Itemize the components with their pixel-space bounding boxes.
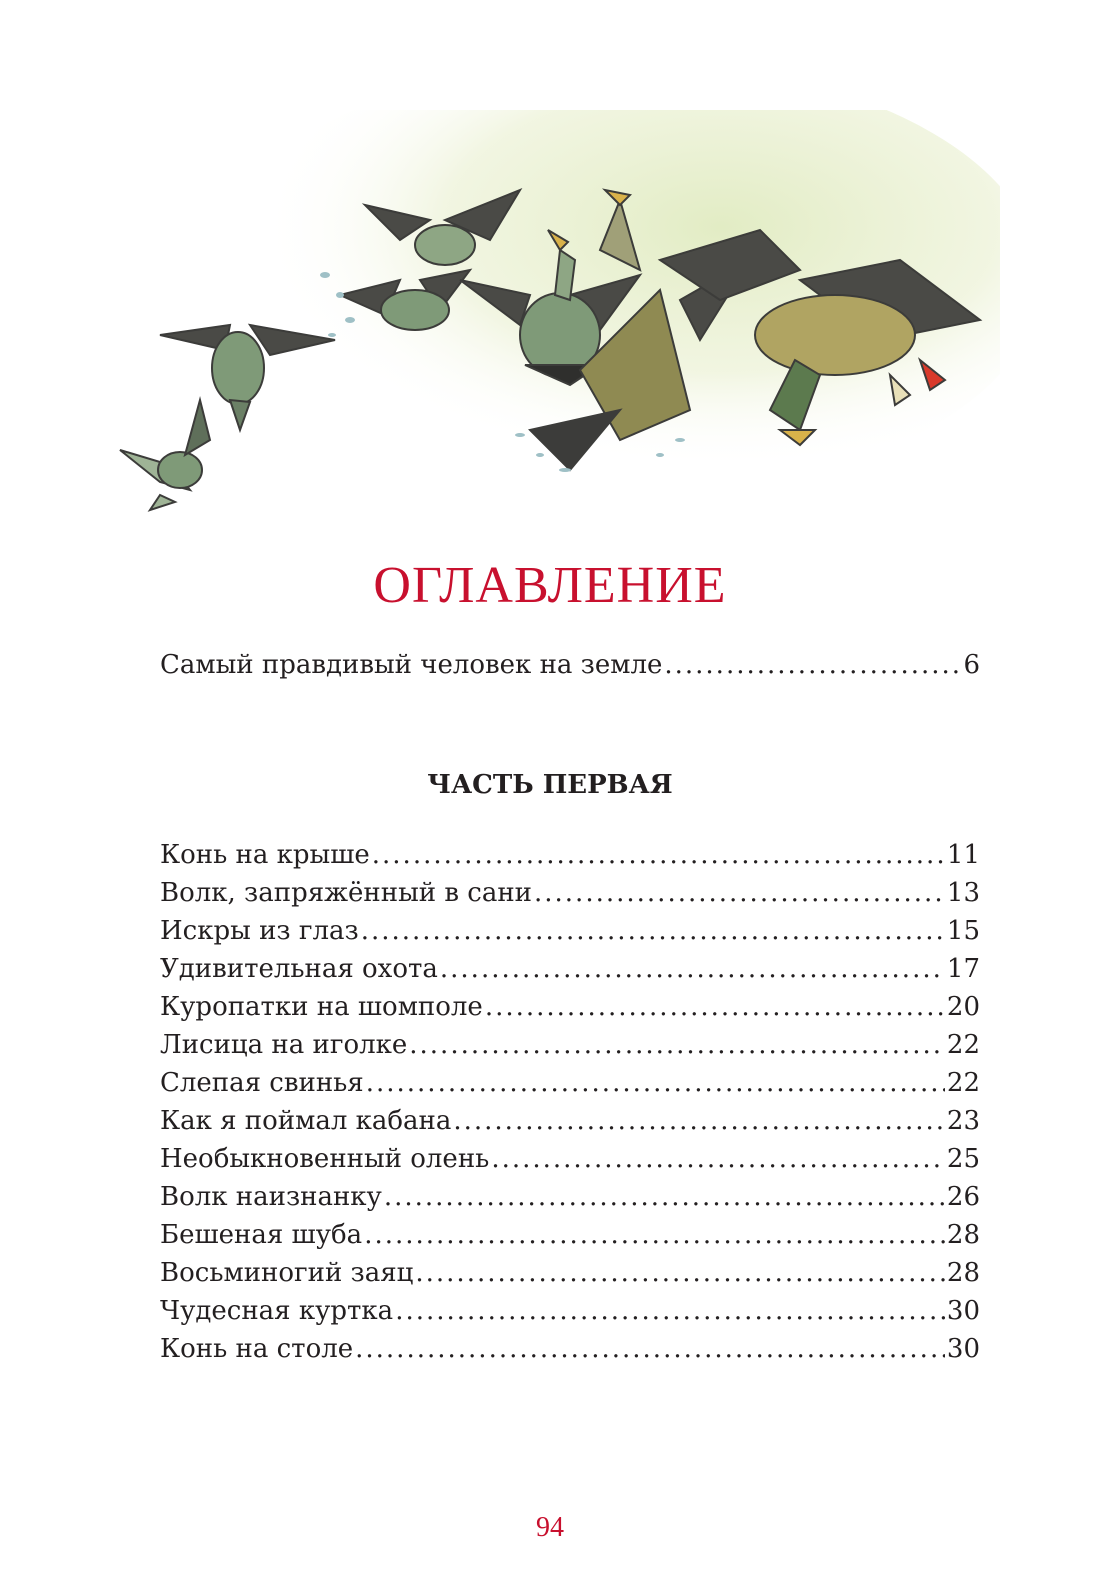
leader-dots	[440, 952, 945, 986]
toc-entry[interactable]	[160, 1294, 980, 1332]
duck-small-left	[120, 400, 210, 510]
toc-entry[interactable]	[160, 952, 980, 990]
toc-entry-page: 26	[946, 1182, 980, 1212]
toc-entry-label: Конь на крыше	[160, 840, 370, 870]
ducks-drawing	[100, 110, 1000, 550]
toc-entry[interactable]	[160, 990, 980, 1028]
toc-entry-page: 28	[946, 1220, 980, 1250]
toc-entry-label: Удивительная охота	[160, 954, 438, 984]
toc-entry-label: Чудесная куртка	[160, 1296, 394, 1326]
leader-dots	[384, 1180, 945, 1214]
toc-entry-page: 20	[946, 992, 980, 1022]
toc-entry[interactable]	[160, 876, 980, 914]
toc-title: ОГЛАВЛЕНИЕ	[373, 557, 727, 614]
toc-entry[interactable]	[160, 1142, 980, 1180]
leader-dots	[366, 1066, 945, 1100]
leader-dots	[355, 1332, 945, 1366]
toc-entry-label: Самый правдивый человек на земле	[160, 650, 663, 680]
toc-entry[interactable]	[160, 1180, 980, 1218]
toc-entry-label: Волк наизнанку	[160, 1182, 382, 1212]
toc-entry-page: 6	[963, 650, 980, 680]
toc-entry-label: Восьминогий заяц	[160, 1258, 414, 1288]
toc-entry-page: 23	[946, 1106, 980, 1136]
flock-of-ducks-illustration	[100, 110, 1000, 550]
toc-entry[interactable]	[160, 1332, 980, 1370]
toc-entry-intro[interactable]	[160, 648, 980, 686]
leader-dots	[491, 1142, 945, 1176]
leader-dots	[664, 648, 961, 682]
toc-entry-label: Лисица на иголке	[160, 1030, 408, 1060]
leader-dots	[361, 914, 945, 948]
toc-entry-page: 11	[946, 840, 980, 870]
toc-entry-page: 13	[946, 878, 980, 908]
toc-entry-label: Как я поймал кабана	[160, 1106, 452, 1136]
toc-entry-label: Слепая свинья	[160, 1068, 364, 1098]
page-number: 94	[536, 1512, 564, 1543]
toc-entry-page: 30	[946, 1334, 980, 1364]
leader-dots	[372, 838, 945, 872]
toc-entry-page: 15	[946, 916, 980, 946]
toc-entry-label: Искры из глаз	[160, 916, 359, 946]
toc-entry[interactable]	[160, 1218, 980, 1256]
toc-entry-label: Бешеная шуба	[160, 1220, 363, 1250]
leader-dots	[534, 876, 945, 910]
toc-entry-page: 17	[946, 954, 980, 984]
toc-entry-label: Необыкновенный олень	[160, 1144, 490, 1174]
toc-entry-label: Волк, запряжённый в сани	[160, 878, 532, 908]
toc-entry-page: 22	[946, 1068, 980, 1098]
leader-dots	[409, 1028, 945, 1062]
toc-entry[interactable]	[160, 1066, 980, 1104]
part-one-heading: ЧАСТЬ ПЕРВАЯ	[427, 770, 673, 800]
toc-entry-page: 30	[946, 1296, 980, 1326]
leader-dots	[364, 1218, 945, 1252]
toc-entry-label: Куропатки на шомполе	[160, 992, 483, 1022]
toc-entry[interactable]	[160, 914, 980, 952]
toc-entry[interactable]	[160, 838, 980, 876]
toc-entry-label: Конь на столе	[160, 1334, 354, 1364]
toc-entry[interactable]	[160, 1104, 980, 1142]
leader-dots	[395, 1294, 945, 1328]
toc-entry-page: 28	[946, 1258, 980, 1288]
toc-entry-page: 25	[946, 1144, 980, 1174]
toc-entry[interactable]	[160, 1256, 980, 1294]
toc-entry-page: 22	[946, 1030, 980, 1060]
leader-dots	[453, 1104, 945, 1138]
toc-entry[interactable]	[160, 1028, 980, 1066]
leader-dots	[485, 990, 945, 1024]
leader-dots	[415, 1256, 945, 1290]
